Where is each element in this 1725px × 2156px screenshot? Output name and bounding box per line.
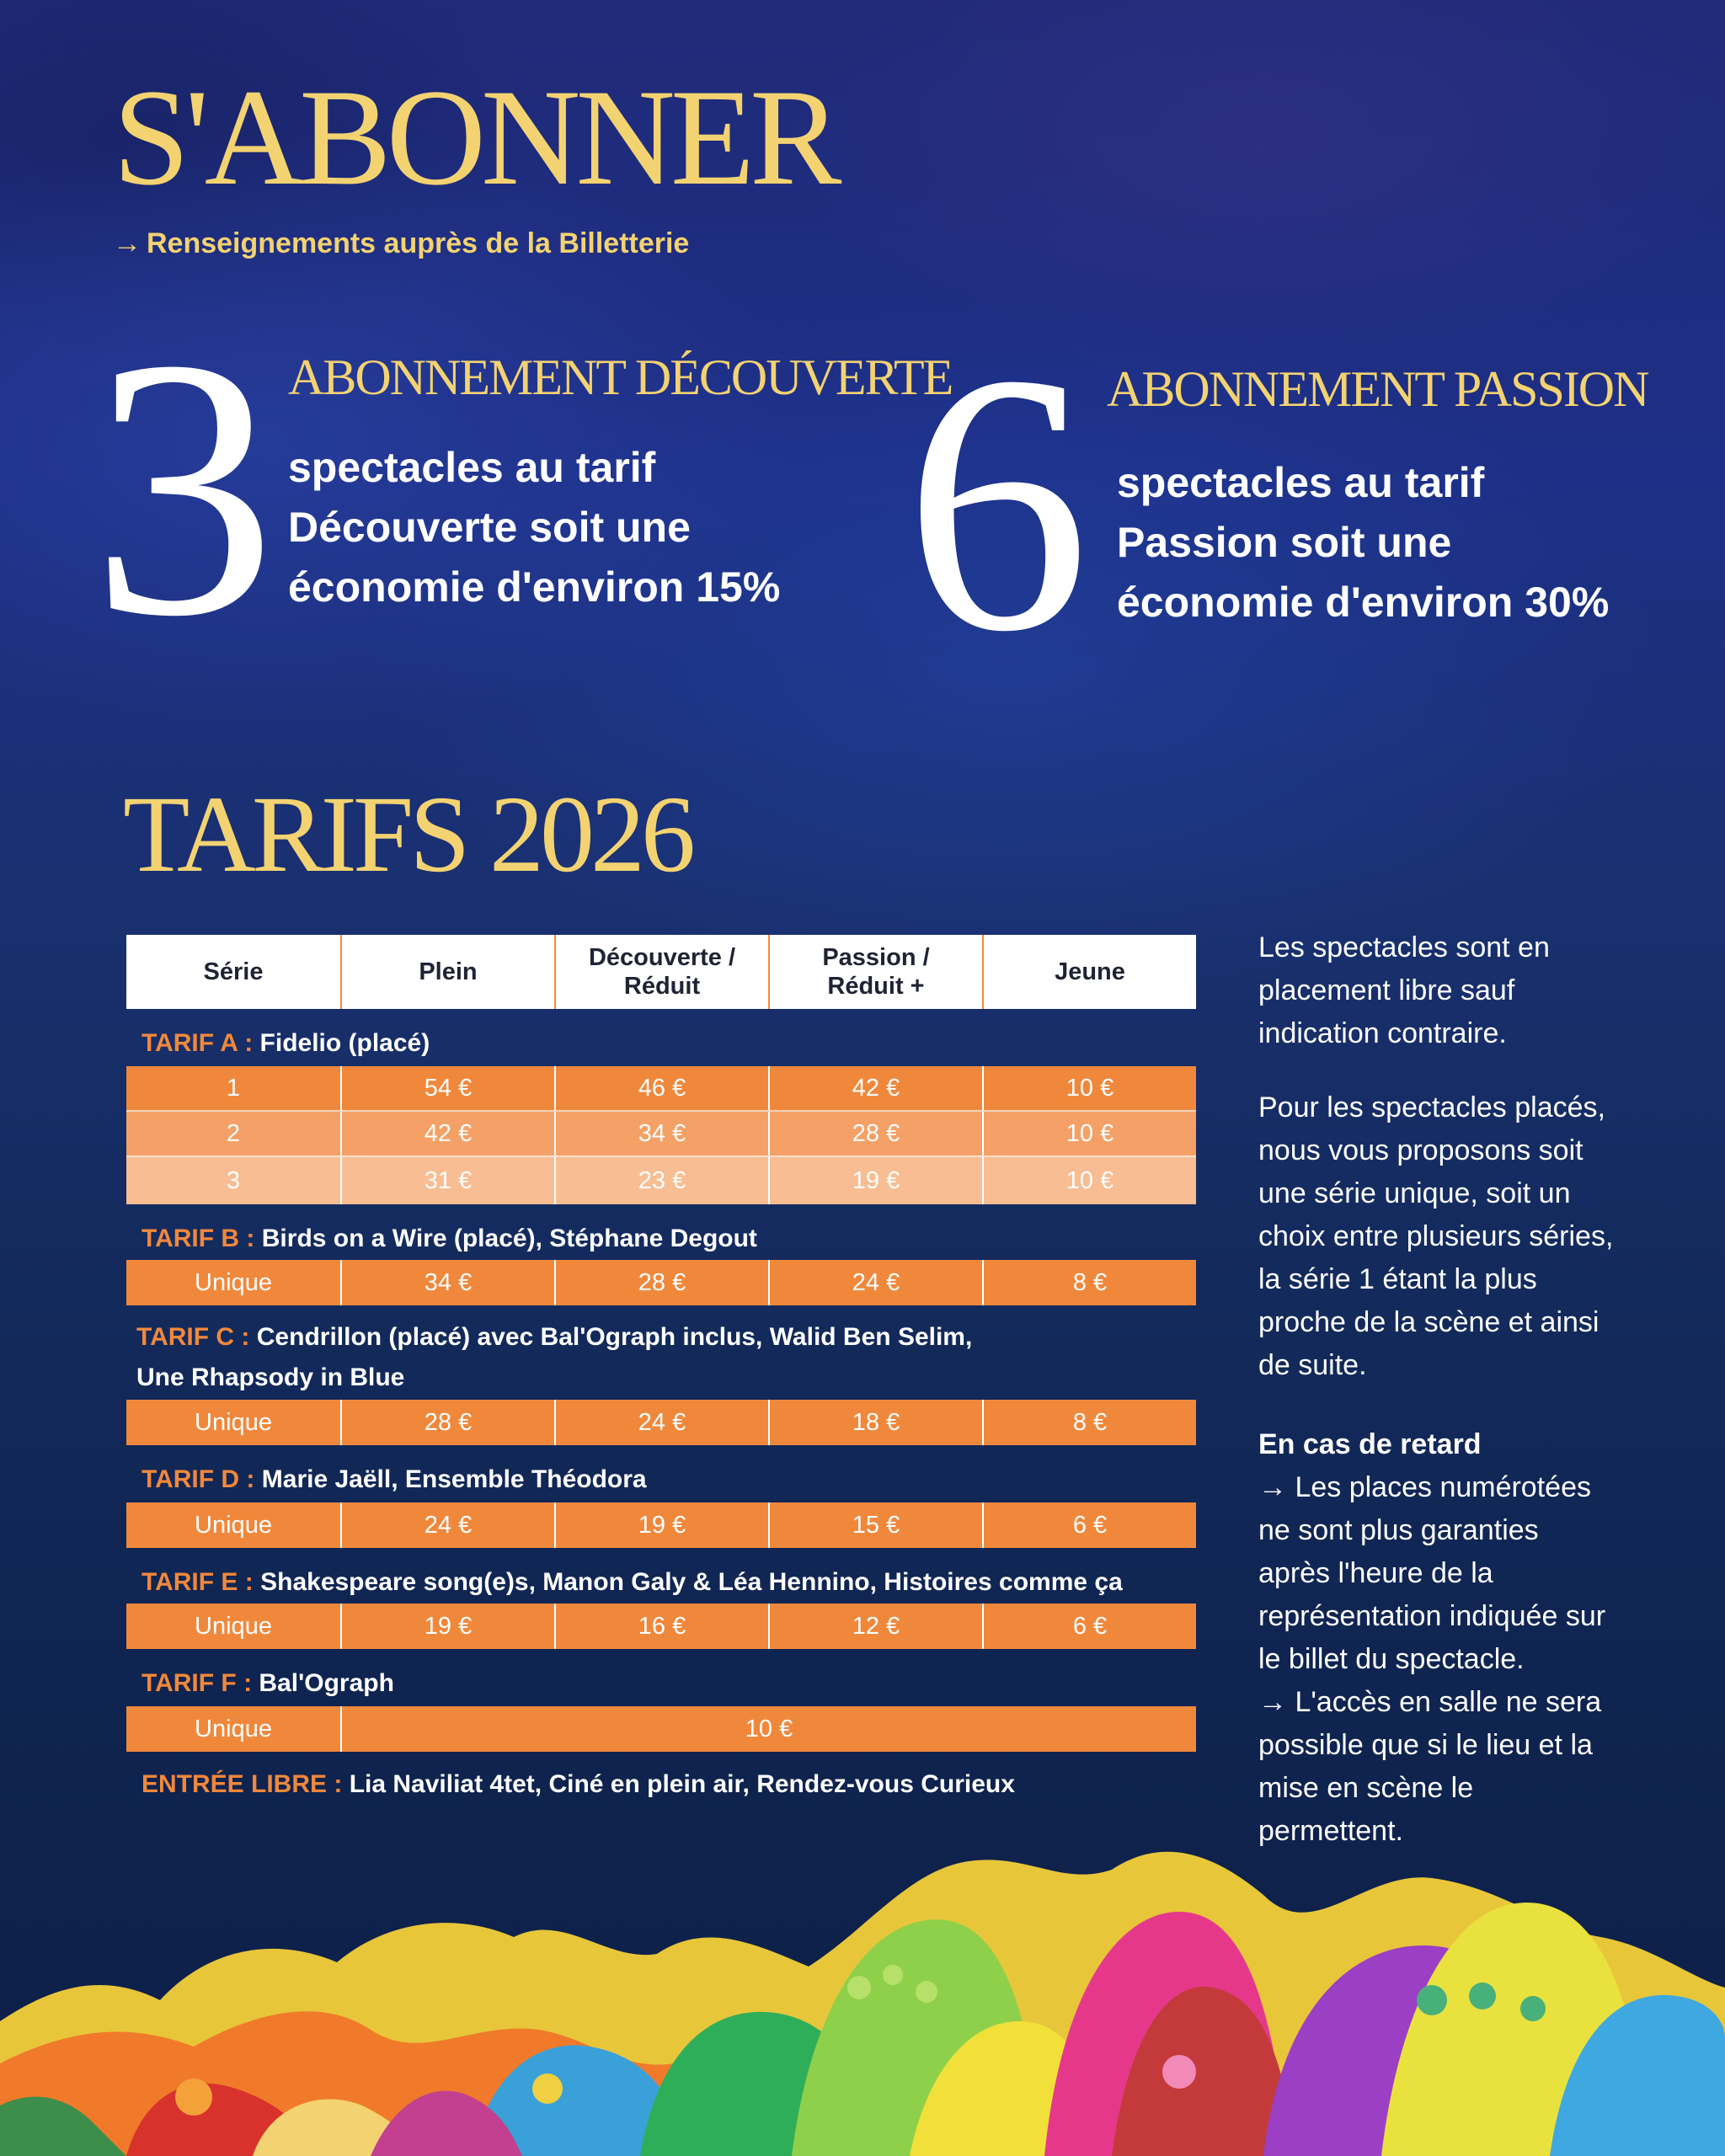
tarif-c-label — [136, 1317, 1063, 1398]
table-cell: 24 € — [554, 1400, 768, 1445]
arrow-right-icon: → — [113, 227, 142, 259]
tarif-tag: TARIF B : — [142, 1225, 255, 1252]
tarif-tag: TARIF F : — [142, 1669, 253, 1697]
table-row — [126, 1400, 1196, 1445]
table-cell: Unique — [195, 1612, 272, 1640]
table-cell: 24 € — [340, 1502, 554, 1548]
table-cell: 42 € — [340, 1112, 554, 1155]
table-cell: 6 € — [982, 1604, 1196, 1649]
table-cell: 2 — [226, 1119, 241, 1147]
entree-libre-label — [142, 1770, 1015, 1799]
tarif-shows: Birds on a Wire (placé), Stéphane Degout — [261, 1225, 757, 1252]
table-cell: 24 € — [768, 1260, 982, 1305]
table-cell: Unique — [195, 1408, 272, 1436]
note-line: → L'accès en salle ne sera — [1258, 1686, 1602, 1718]
table-cell: 6 € — [982, 1502, 1196, 1548]
tarif-shows: Fidelio (placé) — [259, 1029, 430, 1057]
table-cell: 28 € — [340, 1400, 554, 1445]
decouverte-line: spectacles au tarif — [288, 444, 656, 491]
table-cell: 23 € — [554, 1157, 768, 1204]
column-header: Série — [203, 958, 264, 985]
table-row — [126, 1260, 1196, 1305]
decouverte-title: ABONNEMENT DÉCOUVERTE — [288, 350, 953, 405]
table-cell: Unique — [195, 1268, 272, 1296]
passion-title: ABONNEMENT PASSION — [1107, 361, 1648, 417]
decouverte-number: 3 — [91, 283, 276, 693]
table-cell: 1 — [226, 1074, 241, 1102]
table-cell: 10 € — [340, 1706, 1196, 1752]
tarif-shows: Cendrillon (placé) avec Bal'Ograph inclus, Walid Ben Selim, — [256, 1323, 973, 1351]
painted-hills-illustration — [0, 1819, 1725, 2156]
tarif-tag: ENTRÉE LIBRE : — [142, 1770, 343, 1798]
decouverte-description — [288, 438, 878, 617]
table-row — [126, 1155, 1196, 1204]
table-cell: 31 € — [340, 1157, 554, 1204]
table-cell: 54 € — [340, 1066, 554, 1110]
note-line: choix entre plusieurs séries, — [1258, 1220, 1614, 1252]
tarif-shows-continued: Une Rhapsody in Blue — [136, 1364, 405, 1391]
tarif-e-label — [142, 1568, 1123, 1597]
table-cell: 28 € — [768, 1112, 982, 1155]
note-line: après l'heure de la — [1258, 1557, 1493, 1589]
note-line: placement libre sauf — [1258, 974, 1515, 1006]
note-line: ne sont plus garanties — [1258, 1514, 1539, 1546]
billetterie-info-text: Renseignements auprès de la Billetterie — [147, 227, 690, 259]
column-header: Jeune — [982, 935, 1196, 1009]
late-note-title: En cas de retard — [1258, 1428, 1482, 1460]
table-cell: 34 € — [554, 1112, 768, 1155]
table-cell: 10 € — [982, 1066, 1196, 1110]
table-row — [126, 1706, 1196, 1752]
note-line: Pour les spectacles placés, — [1258, 1091, 1605, 1123]
billetterie-info — [113, 227, 689, 260]
table-cell: 3 — [226, 1166, 241, 1194]
table-cell: 19 € — [554, 1502, 768, 1548]
table-cell: 42 € — [768, 1066, 982, 1110]
table-cell: 46 € — [554, 1066, 768, 1110]
table-cell: 16 € — [554, 1604, 768, 1649]
table-cell: 34 € — [340, 1260, 554, 1305]
column-header: Découverte / Réduit — [554, 935, 768, 1009]
table-cell: Unique — [195, 1715, 272, 1742]
table-row — [126, 1502, 1196, 1548]
passion-number: 6 — [905, 298, 1090, 708]
table-cell: 28 € — [554, 1260, 768, 1305]
table-cell: Unique — [195, 1511, 272, 1539]
note-line: possible que si le lieu et la — [1258, 1729, 1593, 1761]
table-cell: 8 € — [982, 1400, 1196, 1445]
tarif-tag: TARIF D : — [142, 1465, 255, 1493]
tarif-shows: Bal'Ograph — [259, 1669, 394, 1697]
table-cell: 10 € — [982, 1112, 1196, 1155]
note-line: nous vous proposons soit — [1258, 1134, 1583, 1166]
table-header-row — [126, 935, 1196, 1009]
note-line: permettent. — [1258, 1815, 1403, 1847]
tarif-tag: TARIF C : — [136, 1323, 250, 1351]
page-title: S'ABONNER — [113, 61, 837, 214]
note-line: mise en scène le — [1258, 1772, 1474, 1804]
note-line: la série 1 étant la plus — [1258, 1263, 1537, 1295]
tarif-shows: Lia Naviliat 4tet, Ciné en plein air, Rendez-vous Curieux — [349, 1770, 1015, 1798]
note-line: le billet du spectacle. — [1258, 1643, 1525, 1675]
decouverte-line: économie d'environ 15% — [288, 563, 781, 611]
table-cell: 15 € — [768, 1502, 982, 1548]
tarif-shows: Shakespeare song(e)s, Manon Galy & Léa Hennino, Histoires comme ça — [260, 1568, 1123, 1596]
column-header: Plein — [340, 935, 554, 1009]
column-header: Passion / Réduit + — [768, 935, 982, 1009]
table-row — [126, 1110, 1196, 1155]
table-row — [126, 1604, 1196, 1649]
tarif-tag: TARIF A : — [142, 1029, 254, 1057]
late-note — [1258, 1423, 1654, 1853]
table-cell: 12 € — [768, 1604, 982, 1649]
passion-line: économie d'environ 30% — [1117, 579, 1610, 626]
tarif-shows: Marie Jaëll, Ensemble Théodora — [261, 1465, 647, 1493]
note-line: Les spectacles sont en — [1258, 931, 1550, 963]
note-line: de suite. — [1258, 1349, 1367, 1381]
passion-description — [1117, 453, 1706, 632]
note-line: représentation indiquée sur — [1258, 1600, 1606, 1632]
note-line: proche de la scène et ainsi — [1258, 1306, 1599, 1338]
table-cell: 8 € — [982, 1260, 1196, 1305]
tarifs-title: TARIFS 2026 — [123, 774, 692, 895]
table-cell: 19 € — [768, 1157, 982, 1204]
tarif-f-label — [142, 1669, 394, 1698]
note-line: une série unique, soit un — [1258, 1177, 1571, 1209]
tarif-tag: TARIF E : — [142, 1568, 254, 1596]
note-line: indication contraire. — [1258, 1017, 1507, 1049]
table-cell: 10 € — [982, 1157, 1196, 1204]
passion-line: spectacles au tarif — [1117, 459, 1485, 506]
tarif-d-label — [142, 1465, 647, 1494]
passion-line: Passion soit une — [1117, 519, 1452, 566]
table-cell: 19 € — [340, 1604, 554, 1649]
note-line: → Les places numérotées — [1258, 1471, 1591, 1503]
series-note — [1258, 1086, 1654, 1387]
placement-note — [1258, 926, 1654, 1055]
tarif-b-label — [142, 1225, 757, 1253]
table-cell: 18 € — [768, 1400, 982, 1445]
tarif-a-label — [142, 1029, 430, 1058]
decouverte-line: Découverte soit une — [288, 504, 691, 551]
table-row — [126, 1066, 1196, 1110]
